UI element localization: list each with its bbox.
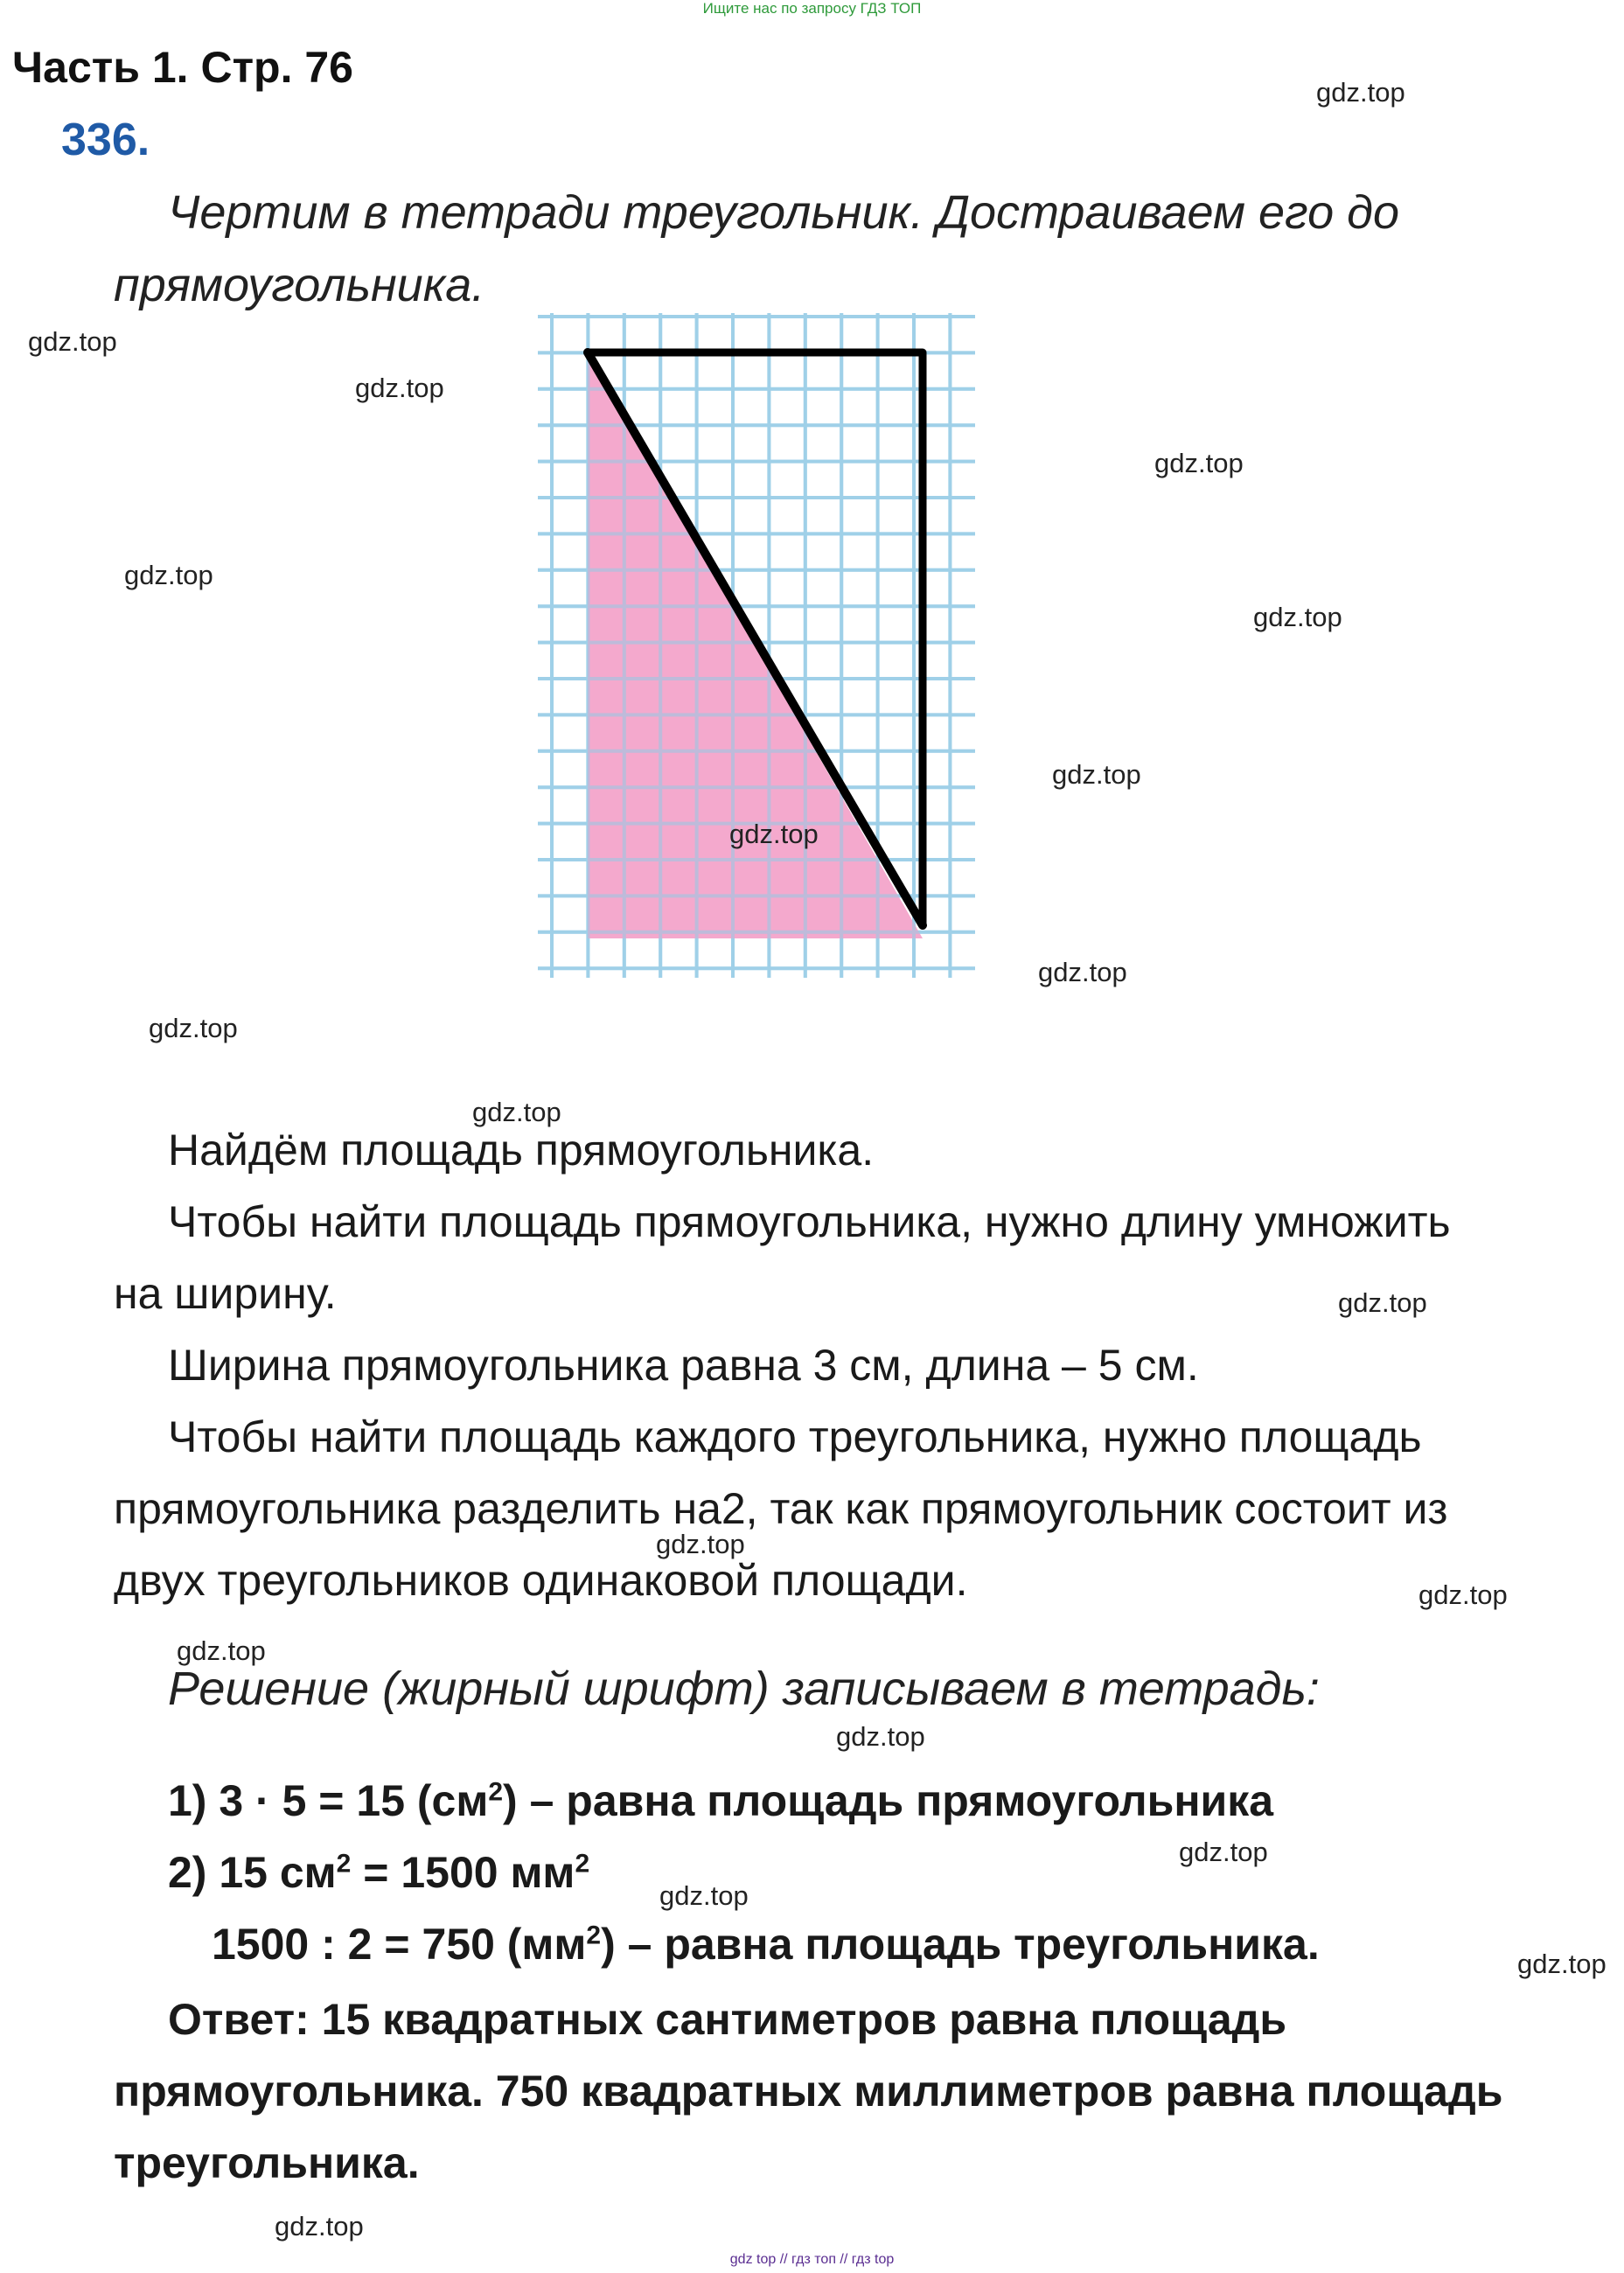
answer-line-1: Ответ: 15 квадратных сантиметров равна площадь xyxy=(168,1995,1287,2044)
watermark: gdz.top xyxy=(1253,602,1342,632)
page-title: Часть 1. Стр. 76 xyxy=(12,43,353,92)
triangle-rectangle-figure xyxy=(538,313,975,978)
watermark: gdz.top xyxy=(472,1097,561,1127)
watermark: gdz.top xyxy=(1179,1837,1268,1867)
solution-step-3: 1500 : 2 = 750 $(мм^2)$ – равна площадь треугольника. xyxy=(212,1920,1320,1969)
solution-intro: Решение (жирный шрифт) записываем в тетрадь: xyxy=(168,1663,1320,1715)
answer-line-3: треугольника. xyxy=(114,2138,420,2187)
watermark: gdz.top xyxy=(149,1013,238,1043)
body-p4-line-1: Чтобы найти площадь каждого треугольника, нужно площадь xyxy=(168,1412,1422,1461)
watermark: gdz.top xyxy=(1154,448,1244,478)
watermark: gdz.top xyxy=(177,1635,266,1666)
body-p2-line-1: Чтобы найти площадь прямоугольника, нужно длину умножить xyxy=(168,1197,1451,1246)
watermark: gdz.top xyxy=(1038,957,1127,987)
watermark: gdz.top xyxy=(1316,77,1405,108)
watermark: gdz.top xyxy=(1517,1949,1607,1979)
footer-watermark: gdz top // гдз топ // гдз top xyxy=(729,2252,895,2267)
body-p3: Ширина прямоугольника равна 3 см, длина – 5 см. xyxy=(168,1341,1199,1390)
watermark: gdz.top xyxy=(659,1880,749,1911)
body-p4-line-3: двух треугольников одинаковой площади. xyxy=(114,1556,968,1605)
watermark: gdz.top xyxy=(28,326,117,357)
watermark: gdz.top xyxy=(1052,759,1141,790)
watermark: gdz.top xyxy=(1418,1579,1508,1610)
intro-line-1: Чертим в тетради треугольник. Достраиваем его до xyxy=(168,186,1399,239)
intro-line-2: прямоугольника. xyxy=(114,259,485,311)
body-p1: Найдём площадь прямоугольника. xyxy=(168,1126,875,1175)
watermark: gdz.top xyxy=(1338,1287,1427,1318)
top-banner: Ищите нас по запросу ГДЗ ТОП xyxy=(702,0,922,17)
watermark: gdz.top xyxy=(729,819,819,849)
body-p4-line-2: прямоугольника разделить на2, так как прямоугольник состоит из xyxy=(114,1484,1448,1533)
watermark: gdz.top xyxy=(656,1529,745,1559)
watermark: gdz.top xyxy=(355,373,444,403)
task-number: 336. xyxy=(61,115,150,165)
body-p2-line-2: на ширину. xyxy=(114,1269,337,1318)
solution-step-1: 1) 3 · 5 = 15 $(см^2)$ – равна площадь прямоугольника xyxy=(168,1776,1274,1825)
answer-line-2: прямоугольника. 750 квадратных миллиметров равна площадь xyxy=(114,2067,1503,2116)
watermark: gdz.top xyxy=(836,1721,925,1752)
solution-step-2: 2) 15 $см^2 = 1500$ $мм^2$ xyxy=(168,1848,590,1897)
watermark: gdz.top xyxy=(275,2211,364,2242)
watermark: gdz.top xyxy=(124,560,213,590)
